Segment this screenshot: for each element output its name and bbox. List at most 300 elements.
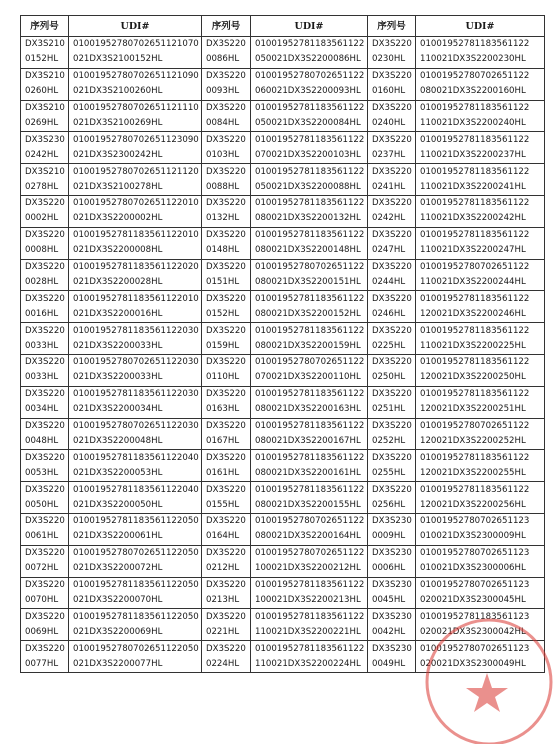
cell-udi-1 [69, 386, 202, 418]
cell-line: 0213HL [206, 594, 240, 605]
cell-line: 021DX3S2200072HL [73, 563, 163, 574]
cell-serial-2 [202, 609, 251, 641]
cell-line: 110021DX3S2200237HL [420, 149, 526, 160]
cell-line: 0042HL [372, 626, 406, 637]
cell-udi-3 [416, 68, 545, 100]
cell-line: DX3S220 [25, 230, 65, 241]
cell-line: 0006HL [372, 563, 406, 574]
cell-line: 0167HL [206, 435, 240, 446]
cell-line: 01001952781183561122050 [73, 516, 199, 527]
table-row [21, 609, 545, 641]
cell-line: DX3S220 [25, 325, 65, 336]
cell-line: DX3S220 [372, 198, 412, 209]
cell-line: 0070HL [25, 594, 59, 605]
cell-line: 021DX3S2200008HL [73, 245, 163, 256]
cell-line: 010021DX3S2300009HL [420, 531, 526, 542]
cell-line: 01001952780702651123 [420, 643, 530, 654]
cell-line: 0221HL [206, 626, 240, 637]
cell-line: DX3S220 [206, 611, 246, 622]
table-body [21, 37, 545, 673]
cell-line: 01001952780702651123090 [73, 134, 199, 145]
cell-serial-1 [21, 195, 69, 227]
cell-line: 01001952780702651122030 [73, 420, 199, 431]
cell-udi-2 [251, 354, 368, 386]
cell-udi-3 [416, 386, 545, 418]
cell-serial-2 [202, 227, 251, 259]
cell-line: 020021DX3S2300049HL [420, 658, 526, 669]
cell-line: DX3S220 [25, 293, 65, 304]
cell-line: 0002HL [25, 213, 59, 224]
cell-line: 0230HL [372, 54, 406, 65]
cell-serial-2 [202, 641, 251, 673]
cell-line: 120021DX3S2200251HL [420, 404, 526, 415]
cell-line: 021DX3S2200048HL [73, 435, 163, 446]
cell-line: 0049HL [372, 658, 406, 669]
cell-line: 0088HL [206, 181, 240, 192]
cell-serial-2 [202, 450, 251, 482]
cell-line: 080021DX3S2200151HL [255, 276, 361, 287]
cell-udi-2 [251, 482, 368, 514]
cell-serial-3 [368, 482, 416, 514]
cell-serial-3 [368, 100, 416, 132]
cell-line: DX3S230 [372, 548, 412, 559]
cell-serial-1 [21, 545, 69, 577]
cell-line: DX3S230 [372, 579, 412, 590]
cell-line: 0093HL [206, 86, 240, 97]
cell-line: 01001952781183561122 [420, 452, 530, 463]
table-row [21, 195, 545, 227]
cell-line: DX3S220 [206, 357, 246, 368]
cell-line: 0242HL [25, 149, 59, 160]
cell-serial-3 [368, 259, 416, 291]
table-row [21, 450, 545, 482]
cell-line: 0160HL [372, 86, 406, 97]
cell-line: DX3S220 [206, 516, 246, 527]
cell-line: DX3S220 [25, 579, 65, 590]
cell-udi-2 [251, 195, 368, 227]
cell-udi-2 [251, 386, 368, 418]
cell-line: DX3S210 [25, 166, 65, 177]
table-row [21, 545, 545, 577]
cell-udi-2 [251, 513, 368, 545]
cell-serial-1 [21, 482, 69, 514]
cell-line: 080021DX3S2200167HL [255, 435, 361, 446]
cell-serial-1 [21, 37, 69, 69]
cell-line: 01001952781183561122 [255, 293, 365, 304]
header-serial-1: 序列号 [21, 16, 69, 37]
cell-line: DX3S220 [25, 516, 65, 527]
table-row [21, 68, 545, 100]
cell-line: DX3S230 [25, 134, 65, 145]
cell-line: 01001952780702651122050 [73, 548, 199, 559]
cell-line: 0240HL [372, 117, 406, 128]
cell-serial-2 [202, 482, 251, 514]
cell-line: 0237HL [372, 149, 406, 160]
cell-line: 0241HL [372, 181, 406, 192]
cell-line: DX3S220 [372, 357, 412, 368]
cell-line: DX3S220 [206, 548, 246, 559]
cell-serial-2 [202, 418, 251, 450]
cell-line: 0034HL [25, 404, 59, 415]
cell-line: 01001952781183561122 [420, 102, 530, 113]
cell-serial-3 [368, 132, 416, 164]
cell-line: 0250HL [372, 372, 406, 383]
cell-serial-3 [368, 195, 416, 227]
cell-line: 0048HL [25, 435, 59, 446]
cell-line: 0256HL [372, 499, 406, 510]
cell-line: DX3S220 [25, 389, 65, 400]
cell-line: 0278HL [25, 181, 59, 192]
table-row [21, 227, 545, 259]
cell-line: 01001952781183561122 [255, 579, 365, 590]
cell-line: DX3S220 [372, 71, 412, 82]
cell-line: DX3S220 [206, 198, 246, 209]
cell-line: 01001952780702651123 [420, 516, 530, 527]
cell-line: 0069HL [25, 626, 59, 637]
cell-line: 01001952780702651121070 [73, 39, 199, 50]
cell-line: DX3S220 [372, 325, 412, 336]
cell-line: 01001952781183561122 [255, 166, 365, 177]
cell-line: 01001952781183561122 [255, 643, 365, 654]
cell-line: 01001952780702651122 [255, 71, 365, 82]
cell-udi-3 [416, 227, 545, 259]
cell-line: 01001952780702651122010 [73, 198, 199, 209]
cell-line: DX3S210 [25, 102, 65, 113]
table-row [21, 100, 545, 132]
cell-line: 01001952781183561122 [420, 293, 530, 304]
cell-line: 0225HL [372, 340, 406, 351]
cell-serial-2 [202, 259, 251, 291]
cell-line: 01001952781183561122 [420, 134, 530, 145]
cell-line: DX3S230 [372, 643, 412, 654]
cell-line: 050021DX3S2200086HL [255, 54, 361, 65]
cell-line: 080021DX3S2200164HL [255, 531, 361, 542]
cell-serial-1 [21, 100, 69, 132]
cell-serial-3 [368, 354, 416, 386]
cell-serial-2 [202, 37, 251, 69]
cell-line: 070021DX3S2200110HL [255, 372, 361, 383]
cell-serial-2 [202, 195, 251, 227]
cell-line: 01001952781183561122040 [73, 452, 199, 463]
cell-line: DX3S220 [25, 484, 65, 495]
cell-line: 01001952781183561122020 [73, 261, 199, 272]
cell-udi-1 [69, 132, 202, 164]
cell-line: 01001952781183561122 [255, 452, 365, 463]
cell-line: 01001952780702651122 [420, 261, 530, 272]
cell-line: DX3S220 [25, 261, 65, 272]
cell-line: DX3S220 [372, 293, 412, 304]
cell-line: 080021DX3S2200155HL [255, 499, 361, 510]
cell-line: 01001952780702651122050 [73, 643, 199, 654]
cell-serial-3 [368, 513, 416, 545]
cell-serial-1 [21, 450, 69, 482]
cell-udi-1 [69, 291, 202, 323]
cell-line: 021DX3S2100152HL [73, 54, 163, 65]
header-udi-1: UDI# [69, 16, 202, 37]
cell-serial-3 [368, 450, 416, 482]
cell-line: 01001952781183561122010 [73, 293, 199, 304]
cell-line: 120021DX3S2200256HL [420, 499, 526, 510]
cell-line: 0152HL [206, 308, 240, 319]
cell-udi-3 [416, 513, 545, 545]
cell-serial-1 [21, 386, 69, 418]
cell-line: 021DX3S2100278HL [73, 181, 163, 192]
cell-serial-1 [21, 68, 69, 100]
document-page [20, 15, 544, 724]
cell-line: 0161HL [206, 467, 240, 478]
cell-line: DX3S230 [372, 516, 412, 527]
cell-line: DX3S220 [372, 166, 412, 177]
cell-line: DX3S220 [206, 579, 246, 590]
cell-serial-1 [21, 227, 69, 259]
cell-serial-2 [202, 132, 251, 164]
cell-serial-1 [21, 164, 69, 196]
cell-udi-3 [416, 323, 545, 355]
cell-udi-1 [69, 354, 202, 386]
cell-line: DX3S220 [206, 102, 246, 113]
cell-line: 021DX3S2200069HL [73, 626, 163, 637]
cell-serial-3 [368, 545, 416, 577]
cell-udi-1 [69, 577, 202, 609]
cell-line: 110021DX3S2200242HL [420, 213, 526, 224]
cell-serial-2 [202, 323, 251, 355]
cell-line: 01001952781183561122 [255, 102, 365, 113]
cell-line: 021DX3S2200070HL [73, 594, 163, 605]
cell-line: 0244HL [372, 276, 406, 287]
cell-line: 0224HL [206, 658, 240, 669]
table-row [21, 354, 545, 386]
cell-line: 0132HL [206, 213, 240, 224]
cell-line: 100021DX3S2200213HL [255, 594, 361, 605]
cell-udi-2 [251, 418, 368, 450]
cell-line: 0151HL [206, 276, 240, 287]
cell-serial-1 [21, 354, 69, 386]
cell-udi-2 [251, 164, 368, 196]
cell-line: 080021DX3S2200163HL [255, 404, 361, 415]
table-row [21, 259, 545, 291]
cell-line: 0033HL [25, 372, 59, 383]
cell-line: 01001952781183561122010 [73, 230, 199, 241]
cell-udi-3 [416, 577, 545, 609]
cell-udi-3 [416, 482, 545, 514]
cell-line: 0155HL [206, 499, 240, 510]
cell-serial-1 [21, 513, 69, 545]
cell-line: 080021DX3S2200161HL [255, 467, 361, 478]
cell-line: 01001952780702651121120 [73, 166, 199, 177]
cell-udi-2 [251, 37, 368, 69]
cell-line: 01001952781183561122 [420, 198, 530, 209]
cell-serial-3 [368, 291, 416, 323]
cell-udi-1 [69, 37, 202, 69]
cell-serial-3 [368, 577, 416, 609]
table-row [21, 577, 545, 609]
cell-udi-2 [251, 68, 368, 100]
cell-line: 01001952780702651122 [255, 548, 365, 559]
cell-line: 0016HL [25, 308, 59, 319]
cell-line: 01001952781183561122 [255, 420, 365, 431]
cell-line: 080021DX3S2200152HL [255, 308, 361, 319]
header-serial-2: 序列号 [202, 16, 251, 37]
cell-line: 021DX3S2300242HL [73, 149, 163, 160]
cell-line: 01001952781183561122050 [73, 579, 199, 590]
cell-udi-2 [251, 577, 368, 609]
cell-udi-1 [69, 195, 202, 227]
cell-line: 0148HL [206, 245, 240, 256]
cell-line: 01001952780702651122 [420, 420, 530, 431]
cell-line: 01001952781183561122 [255, 484, 365, 495]
cell-line: DX3S220 [372, 484, 412, 495]
cell-line: 050021DX3S2200088HL [255, 181, 361, 192]
table-row [21, 641, 545, 673]
cell-serial-3 [368, 609, 416, 641]
cell-serial-2 [202, 513, 251, 545]
cell-line: 0053HL [25, 467, 59, 478]
cell-line: DX3S220 [206, 293, 246, 304]
cell-udi-1 [69, 545, 202, 577]
cell-udi-1 [69, 418, 202, 450]
cell-line: 01001952780702651122 [255, 357, 365, 368]
cell-line: 0163HL [206, 404, 240, 415]
cell-udi-3 [416, 37, 545, 69]
cell-line: 01001952780702651121090 [73, 71, 199, 82]
cell-udi-2 [251, 641, 368, 673]
cell-udi-3 [416, 641, 545, 673]
cell-serial-2 [202, 386, 251, 418]
cell-udi-3 [416, 291, 545, 323]
cell-serial-2 [202, 68, 251, 100]
cell-line: 01001952781183561122 [420, 39, 530, 50]
cell-line: 021DX3S2200033HL [73, 372, 163, 383]
cell-line: DX3S220 [25, 643, 65, 654]
cell-line: 01001952781183561122 [255, 134, 365, 145]
cell-udi-3 [416, 164, 545, 196]
cell-line: 0164HL [206, 531, 240, 542]
cell-line: DX3S220 [372, 39, 412, 50]
cell-line: 0252HL [372, 435, 406, 446]
cell-serial-3 [368, 323, 416, 355]
cell-line: 0077HL [25, 658, 59, 669]
cell-line: 021DX3S2200053HL [73, 467, 163, 478]
cell-udi-3 [416, 132, 545, 164]
cell-udi-2 [251, 609, 368, 641]
cell-line: 0028HL [25, 276, 59, 287]
cell-line: 060021DX3S2200093HL [255, 86, 361, 97]
cell-line: DX3S220 [372, 452, 412, 463]
cell-line: 01001952781183561122 [420, 357, 530, 368]
cell-line: 0033HL [25, 340, 59, 351]
cell-line: 0247HL [372, 245, 406, 256]
cell-line: 01001952780702651123 [420, 579, 530, 590]
table-row [21, 37, 545, 69]
cell-udi-3 [416, 450, 545, 482]
cell-line: DX3S220 [206, 325, 246, 336]
cell-line: 110021DX3S2200240HL [420, 117, 526, 128]
cell-udi-1 [69, 482, 202, 514]
cell-line: 110021DX3S2200221HL [255, 626, 361, 637]
table-row [21, 132, 545, 164]
table-row [21, 386, 545, 418]
cell-line: 0061HL [25, 531, 59, 542]
cell-udi-1 [69, 641, 202, 673]
cell-serial-3 [368, 418, 416, 450]
cell-udi-3 [416, 545, 545, 577]
cell-udi-1 [69, 227, 202, 259]
cell-line: 021DX3S2100269HL [73, 117, 163, 128]
cell-line: 01001952781183561122 [255, 230, 365, 241]
cell-udi-2 [251, 323, 368, 355]
header-serial-3: 序列号 [368, 16, 416, 37]
cell-line: 120021DX3S2200252HL [420, 435, 526, 446]
cell-line: 01001952780702651122 [255, 516, 365, 527]
cell-line: 01001952781183561122 [255, 611, 365, 622]
cell-line: DX3S220 [372, 420, 412, 431]
cell-udi-1 [69, 259, 202, 291]
cell-udi-2 [251, 132, 368, 164]
cell-line: DX3S220 [206, 389, 246, 400]
cell-udi-1 [69, 68, 202, 100]
cell-line: 0159HL [206, 340, 240, 351]
cell-line: 0009HL [372, 531, 406, 542]
cell-line: 100021DX3S2200212HL [255, 563, 361, 574]
cell-line: 0251HL [372, 404, 406, 415]
cell-line: 0260HL [25, 86, 59, 97]
cell-udi-2 [251, 100, 368, 132]
cell-line: DX3S220 [25, 548, 65, 559]
cell-line: 110021DX3S2200224HL [255, 658, 361, 669]
cell-line: 021DX3S2200033HL [73, 340, 163, 351]
udi-serial-table [20, 15, 545, 673]
cell-line: 0212HL [206, 563, 240, 574]
cell-serial-2 [202, 100, 251, 132]
cell-serial-1 [21, 641, 69, 673]
cell-line: 120021DX3S2200250HL [420, 372, 526, 383]
cell-serial-1 [21, 418, 69, 450]
cell-line: 021DX3S2200016HL [73, 308, 163, 319]
table-row [21, 482, 545, 514]
table-row [21, 513, 545, 545]
cell-line: DX3S220 [206, 261, 246, 272]
cell-line: DX3S220 [206, 71, 246, 82]
cell-serial-3 [368, 386, 416, 418]
cell-line: 0086HL [206, 54, 240, 65]
cell-line: 01001952781183561122 [420, 230, 530, 241]
cell-udi-2 [251, 291, 368, 323]
cell-line: DX3S220 [25, 198, 65, 209]
cell-line: 01001952780702651123 [420, 548, 530, 559]
cell-line: 01001952781183561122030 [73, 389, 199, 400]
cell-udi-1 [69, 100, 202, 132]
cell-line: DX3S210 [25, 71, 65, 82]
header-udi-3: UDI# [416, 16, 545, 37]
cell-line: 01001952781183561122050 [73, 611, 199, 622]
cell-line: 080021DX3S2200148HL [255, 245, 361, 256]
cell-udi-1 [69, 164, 202, 196]
table-row [21, 164, 545, 196]
cell-line: 01001952781183561122 [255, 39, 365, 50]
cell-line: 050021DX3S2200084HL [255, 117, 361, 128]
cell-udi-1 [69, 513, 202, 545]
cell-udi-1 [69, 609, 202, 641]
cell-line: 0246HL [372, 308, 406, 319]
cell-line: DX3S220 [372, 102, 412, 113]
table-row [21, 291, 545, 323]
cell-line: 021DX3S2200002HL [73, 213, 163, 224]
cell-serial-2 [202, 354, 251, 386]
cell-line: 01001952780702651121110 [73, 102, 199, 113]
cell-line: 110021DX3S2200225HL [420, 340, 526, 351]
cell-line: 080021DX3S2200132HL [255, 213, 361, 224]
cell-udi-3 [416, 195, 545, 227]
